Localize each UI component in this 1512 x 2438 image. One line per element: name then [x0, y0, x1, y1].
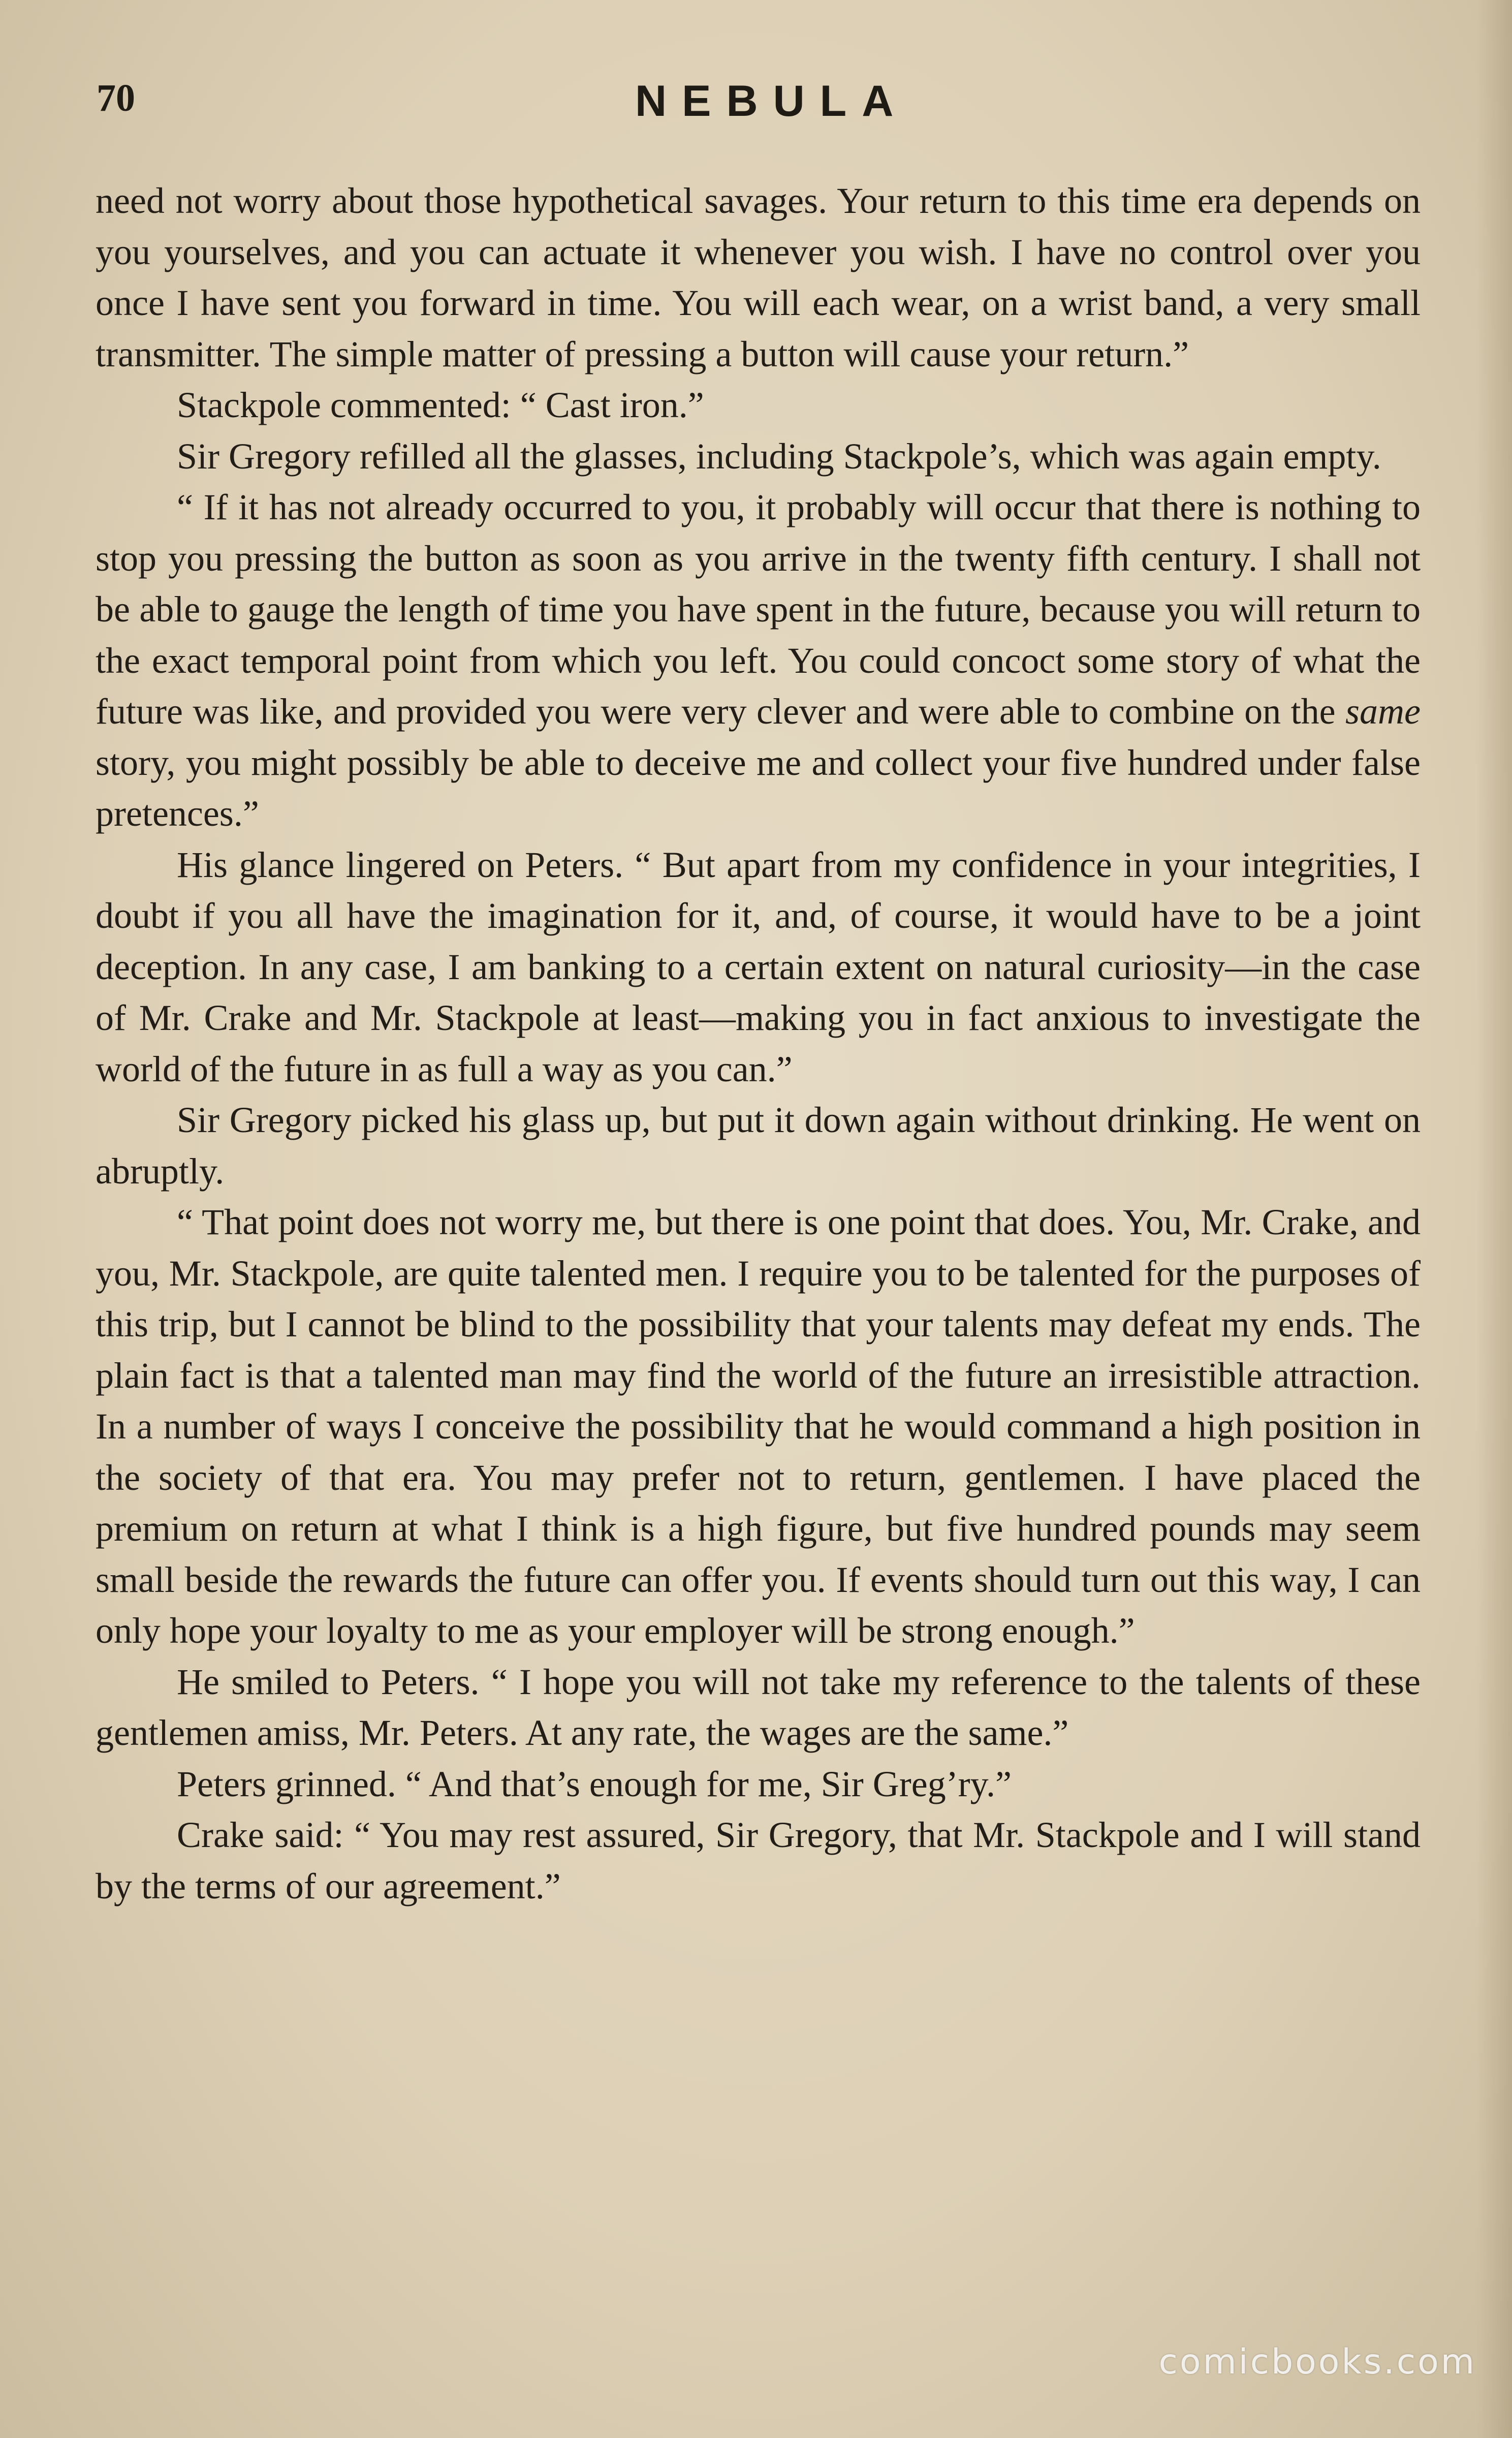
paragraph-2: Stackpole commented: “ Cast iron.”	[177, 385, 704, 425]
page-edge-shadow	[1476, 0, 1512, 2438]
body-text	[96, 175, 1421, 1912]
paragraph-6: Sir Gregory picked his glass up, but put it down again without drinking. He went on abruptly.	[96, 1100, 1421, 1192]
paragraph-4-part-2: story, you might possibly be able to deceive me and collect your five hundred under false pretences.”	[96, 742, 1421, 834]
paragraph-4	[96, 482, 1421, 839]
paragraph-1: need not worry about those hypothetical savages. Your return to this time era depends on you yourselves, and you can actuate it whenever you wish. I have no control over you once I have sent you forward in time. You will each wear, on a wrist band, a very small transmitter. The simple matter of pressing a button will cause your return.”	[96, 180, 1421, 374]
paragraph-5: His glance lingered on Peters. “ But apart from my confidence in your integrities, I doubt if you all have the imagination for it, and, of course, it would have to be a joint deception. In any case, I am banking to a certain extent on natural curiosity—in the case of Mr. Crake and Mr. Stackpole at least—making you in fact anxious to investigate the world of the future in as full a way as you can.”	[96, 844, 1421, 1089]
paragraph-9: Peters grinned. “ And that’s enough for me, Sir Greg’ry.”	[177, 1763, 1012, 1804]
page-header	[97, 76, 1418, 137]
paragraph-10: Crake said: “ You may rest assured, Sir Gregory, that Mr. Stackpole and I will stand by the terms of our agreement.”	[96, 1815, 1421, 1906]
paragraph-3: Sir Gregory refilled all the glasses, including Stackpole’s, which was again empty.	[177, 435, 1381, 477]
watermark: comicbooks.com	[1158, 2342, 1476, 2382]
paragraph-8: He smiled to Peters. “ I hope you will not take my reference to the talents of these gentlemen amiss, Mr. Peters. At any rate, the wages are the same.”	[96, 1661, 1421, 1753]
paragraph-4-part-1: “ If it has not already occurred to you, it probably will occur that there is nothing to stop you pressing the button as soon as you arrive in the twenty fifth century. I shall not be able to gauge the length of time you have spent in the future, because you will return to the exact temporal point from which you left. You could concoct some story of what the future was like, and provided you were very clever and were able to combine on the	[96, 487, 1421, 732]
running-head: NEBULA	[635, 77, 909, 126]
italic-word-same: same	[1345, 691, 1421, 732]
paragraph-7: “ That point does not worry me, but there is one point that does. You, Mr. Crake, and you, Mr. Stackpole, are quite talented men. I require you to be talented for the purposes of this trip, but I cannot be blind to the possibility that your talents may defeat my ends. The plain fact is that a talented man may find the world of the future an irresistible attraction. In a number of ways I conceive the possibility that he would command a high position in the society of that era. You may prefer not to return, gentlemen. I have placed the premium on return at what I think is a high figure, but five hundred pounds may seem small beside the rewards the future can offer you. If events should turn out this way, I can only hope your loyalty to me as your employer will be strong enough.”	[96, 1202, 1421, 1651]
page-number: 70	[97, 77, 135, 119]
